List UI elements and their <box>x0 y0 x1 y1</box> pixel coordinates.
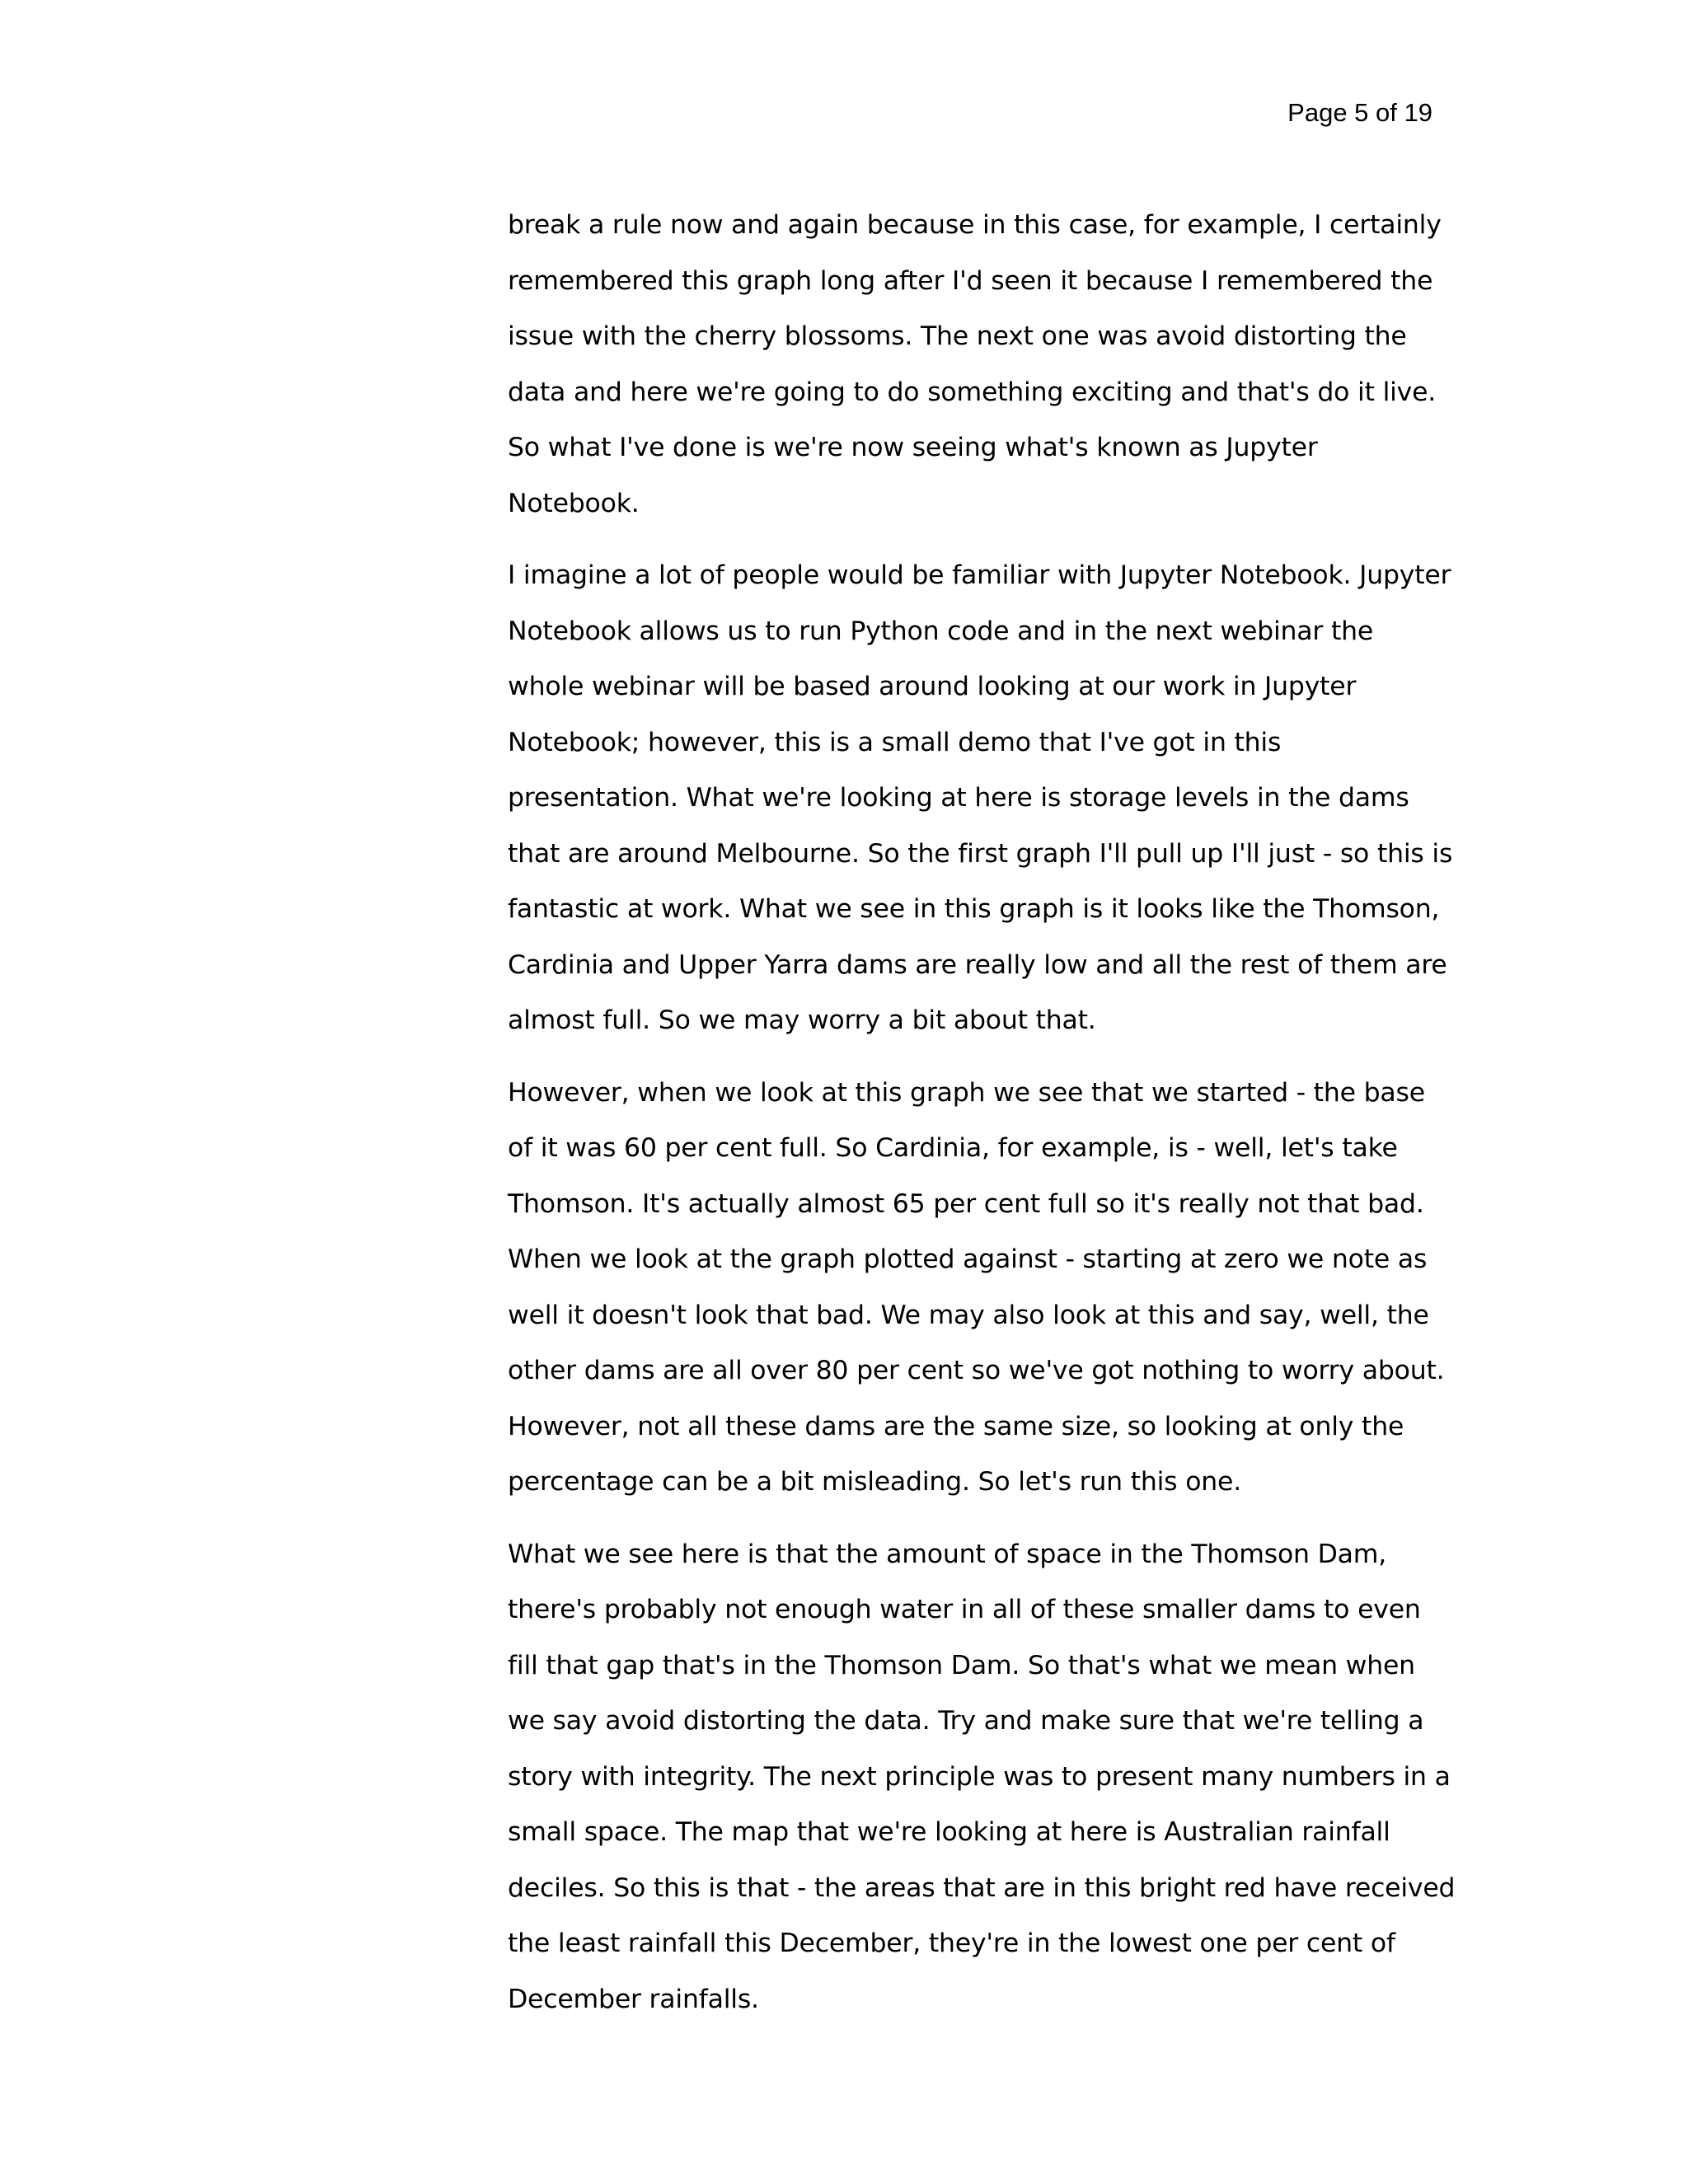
page-number: Page 5 of 19 <box>1287 98 1432 127</box>
transcript-body <box>508 198 1456 2044</box>
paragraph-1: break a rule now and again because in this case, for example, I certainly remembered this graph long after I'd seen it because I remembered the issue with the cherry blossoms. The next one was avoid distorting the data and here we're going to do something exciting and that's do it live. So what I've done is we're now seeing what's known as Jupyter Notebook. <box>508 210 1442 518</box>
paragraph-2: I imagine a lot of people would be familiar with Jupyter Notebook. Jupyter Notebook allows us to run Python code and in the next webinar the whole webinar will be based around looking at our work in Jupyter Notebook; however, this is a small demo that I've got in this presentation. What we're looking at here is storage levels in the dams that are around Melbourne. So the first graph I'll pull up I'll just - so this is fantastic at work. What we see in this graph is it looks like the Thomson, Cardinia and Upper Yarra dams are really low and all the rest of them are almost full. So we may worry a bit about that. <box>508 560 1453 1035</box>
paragraph-4: What we see here is that the amount of space in the Thomson Dam, there's probably not enough water in all of these smaller dams to even fill that gap that's in the Thomson Dam. So that's what we mean when we say avoid distorting the data. Try and make sure that we're telling a story with integrity. The next principle was to present many numbers in a small space. The map that we're looking at here is Australian rainfall deciles. So this is that - the areas that are in this bright red have received the least rainfall this December, they're in the lowest one per cent of December rainfalls. <box>508 1539 1456 2014</box>
paragraph-3: However, when we look at this graph we see that we started - the base of it was 60 per cent full. So Cardinia, for example, is - well, let's take Thomson. It's actually almost 65 per cent full so it's really not that bad. When we look at the graph plotted against - starting at zero we note as well it doesn't look that bad. We may also look at this and say, well, the other dams are all over 80 per cent so we've got nothing to worry about. However, not all these dams are the same size, so looking at only the percentage can be a bit misleading. So let's run this one. <box>508 1077 1445 1497</box>
